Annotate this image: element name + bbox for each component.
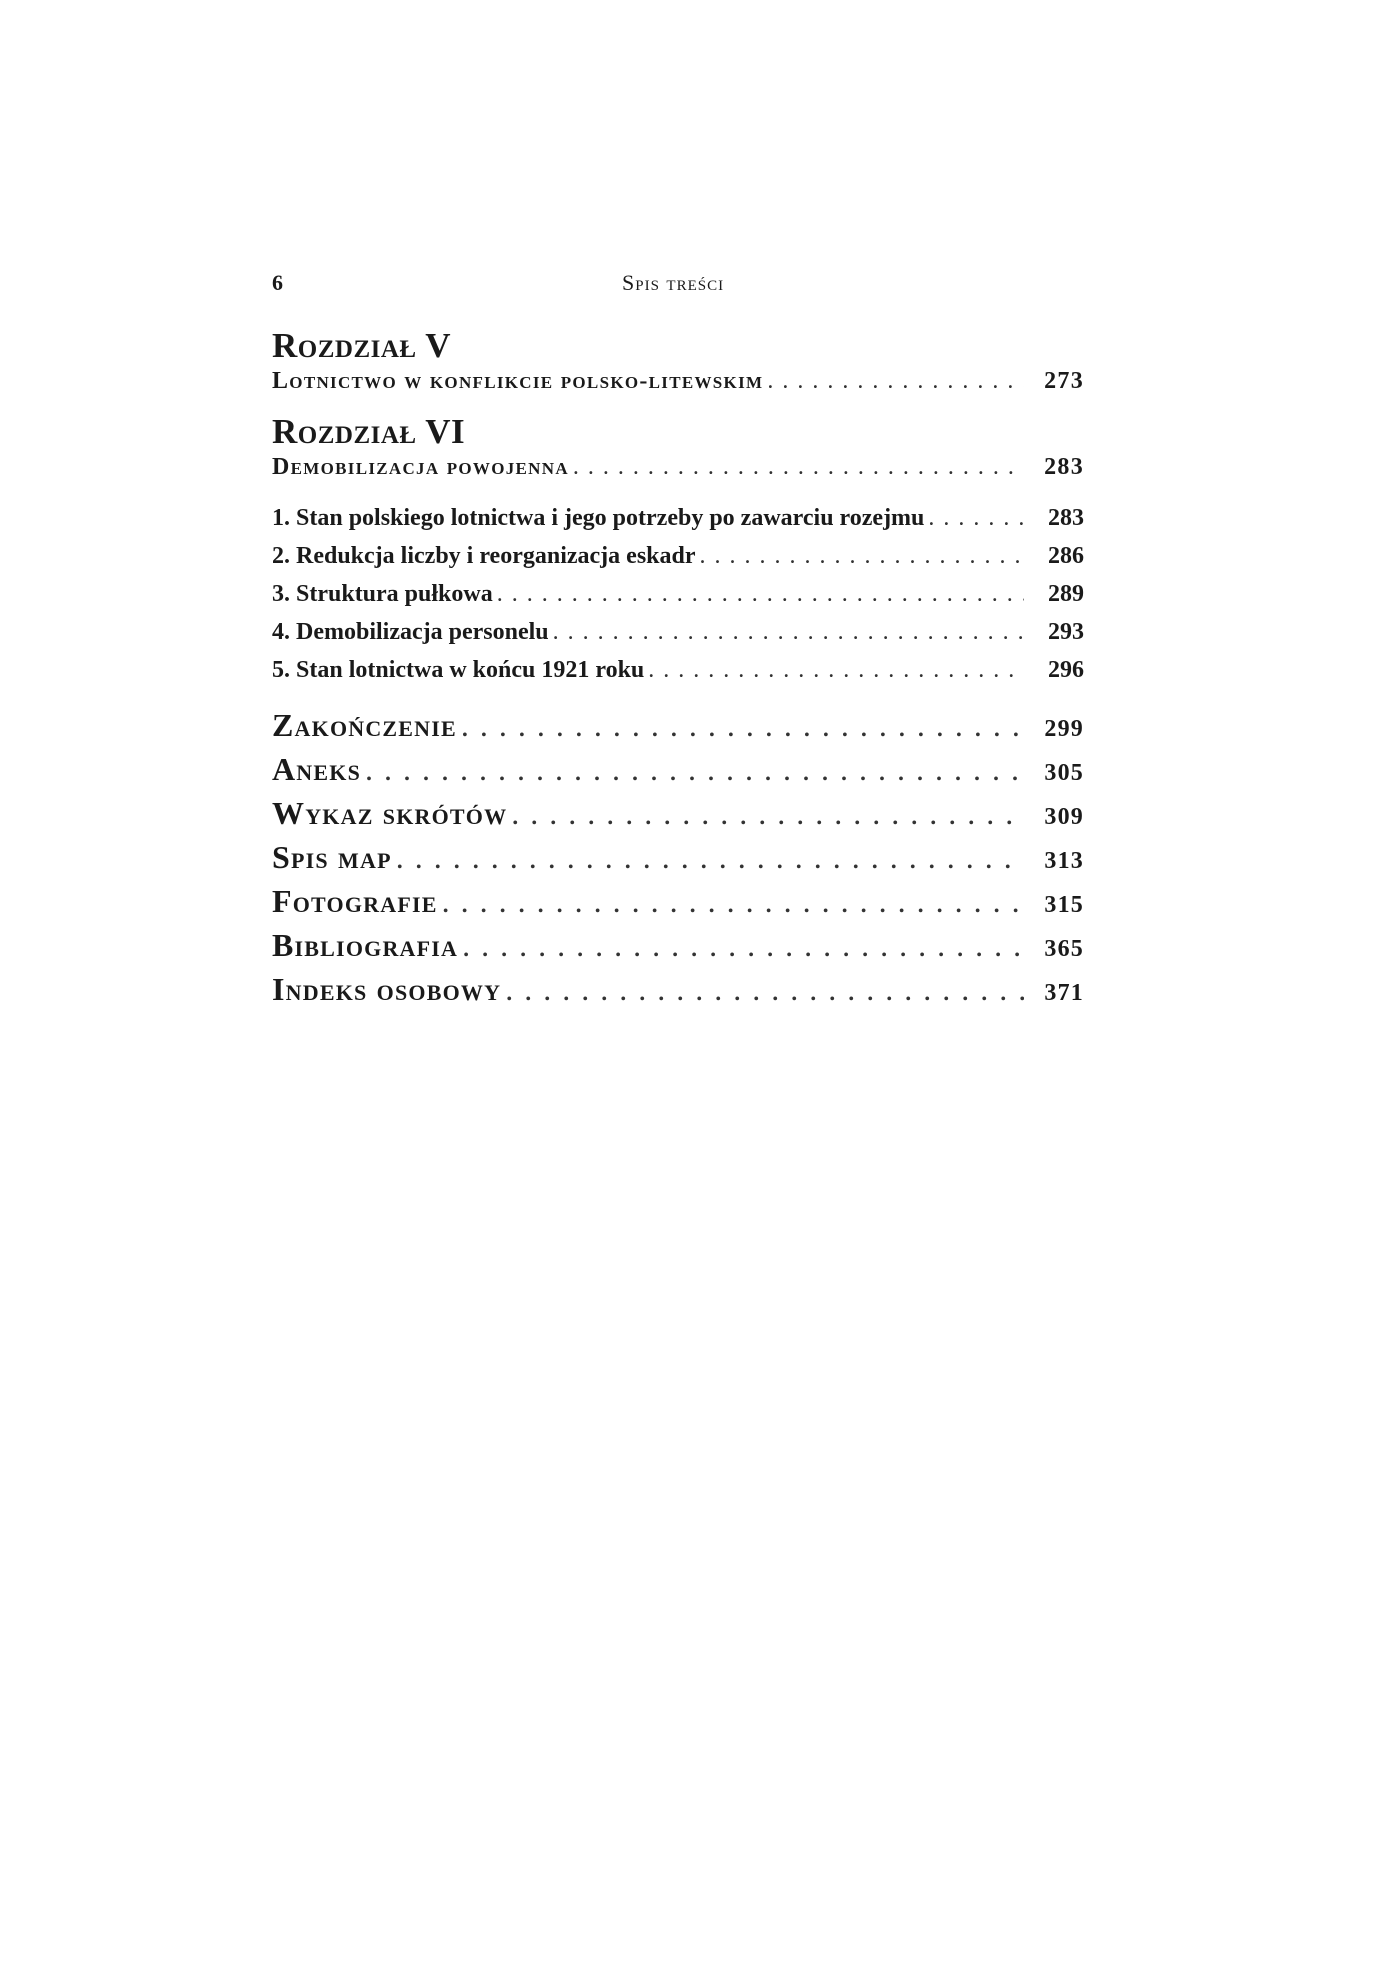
toc-entry-page: 283 [1044, 454, 1084, 480]
toc-entry-title: 5. Stan lotnictwa w końcu 1921 roku [272, 657, 645, 683]
dot-leader [493, 579, 1024, 609]
dot-leader [458, 926, 1024, 964]
toc-entry-page: 365 [1044, 936, 1084, 962]
toc-entry-page: 289 [1048, 581, 1084, 607]
toc-entry-title: Zakończenie [272, 707, 457, 743]
toc-entry-title: 2. Redukcja liczby i reorganizacja eskadr [272, 543, 696, 569]
toc-entry-title: Spis map [272, 839, 392, 875]
toc-entry-title: 3. Struktura pułkowa [272, 581, 493, 607]
dot-leader [549, 617, 1024, 647]
toc-entry-page: 299 [1044, 716, 1084, 742]
toc-entry-title: Indeks osobowy [272, 971, 502, 1007]
toc-entry-page: 296 [1048, 657, 1084, 683]
dot-leader [507, 794, 1024, 832]
toc-entry-page: 273 [1044, 368, 1084, 394]
toc-entry-aneks[interactable] [272, 750, 1084, 792]
toc-entry-section[interactable] [272, 503, 1084, 533]
running-head: Spis treści [622, 270, 725, 295]
chapter-label-6: Rozdział VI [272, 412, 466, 451]
dot-leader [392, 838, 1024, 876]
toc-entry-page: 305 [1044, 760, 1084, 786]
toc-entry-chapter-6[interactable] [272, 452, 1084, 482]
toc-entry-wykaz-skrotow[interactable] [272, 794, 1084, 836]
toc-entry-section[interactable] [272, 541, 1084, 571]
dot-leader [696, 541, 1024, 571]
toc-entry-title: 1. Stan polskiego lotnictwa i jego potrzeby po zawarciu rozejmu [272, 505, 925, 531]
toc-entry-title: Lotnictwo w konflikcie polsko-litewskim [272, 368, 764, 394]
dot-leader [763, 366, 1024, 396]
toc-entry-section[interactable] [272, 617, 1084, 647]
toc-entry-page: 315 [1044, 892, 1084, 918]
toc-entry-title: Aneks [272, 751, 362, 787]
dot-leader [569, 452, 1024, 482]
dot-leader [924, 503, 1024, 533]
toc-entry-chapter-5[interactable] [272, 366, 1084, 396]
toc-entry-spis-map[interactable] [272, 838, 1084, 880]
toc-entry-title: Wykaz skrótów [272, 795, 508, 831]
dot-leader [438, 882, 1024, 920]
toc-entry-page: 309 [1044, 804, 1084, 830]
toc-entry-section[interactable] [272, 655, 1084, 685]
toc-entry-title: Demobilizacja powojenna [272, 454, 569, 480]
toc-entry-title: Fotografie [272, 883, 438, 919]
toc-entry-indeks-osobowy[interactable] [272, 970, 1084, 1012]
toc-entry-page: 283 [1048, 505, 1084, 531]
dot-leader [457, 706, 1024, 744]
page-number: 6 [272, 270, 283, 295]
toc-entry-title: Bibliografia [272, 927, 459, 963]
dot-leader [361, 750, 1024, 788]
dot-leader [501, 970, 1024, 1008]
toc-entry-page: 286 [1048, 543, 1084, 569]
toc-entry-page: 293 [1048, 619, 1084, 645]
toc-entry-section[interactable] [272, 579, 1084, 609]
toc-entry-page: 371 [1044, 980, 1084, 1006]
toc-entry-fotografie[interactable] [272, 882, 1084, 924]
chapter-label-5: Rozdział V [272, 326, 451, 365]
dot-leader [644, 655, 1024, 685]
toc-entry-page: 313 [1044, 848, 1084, 874]
toc-entry-zakonczenie[interactable] [272, 706, 1084, 748]
toc-entry-bibliografia[interactable] [272, 926, 1084, 968]
toc-entry-title: 4. Demobilizacja personelu [272, 619, 549, 645]
